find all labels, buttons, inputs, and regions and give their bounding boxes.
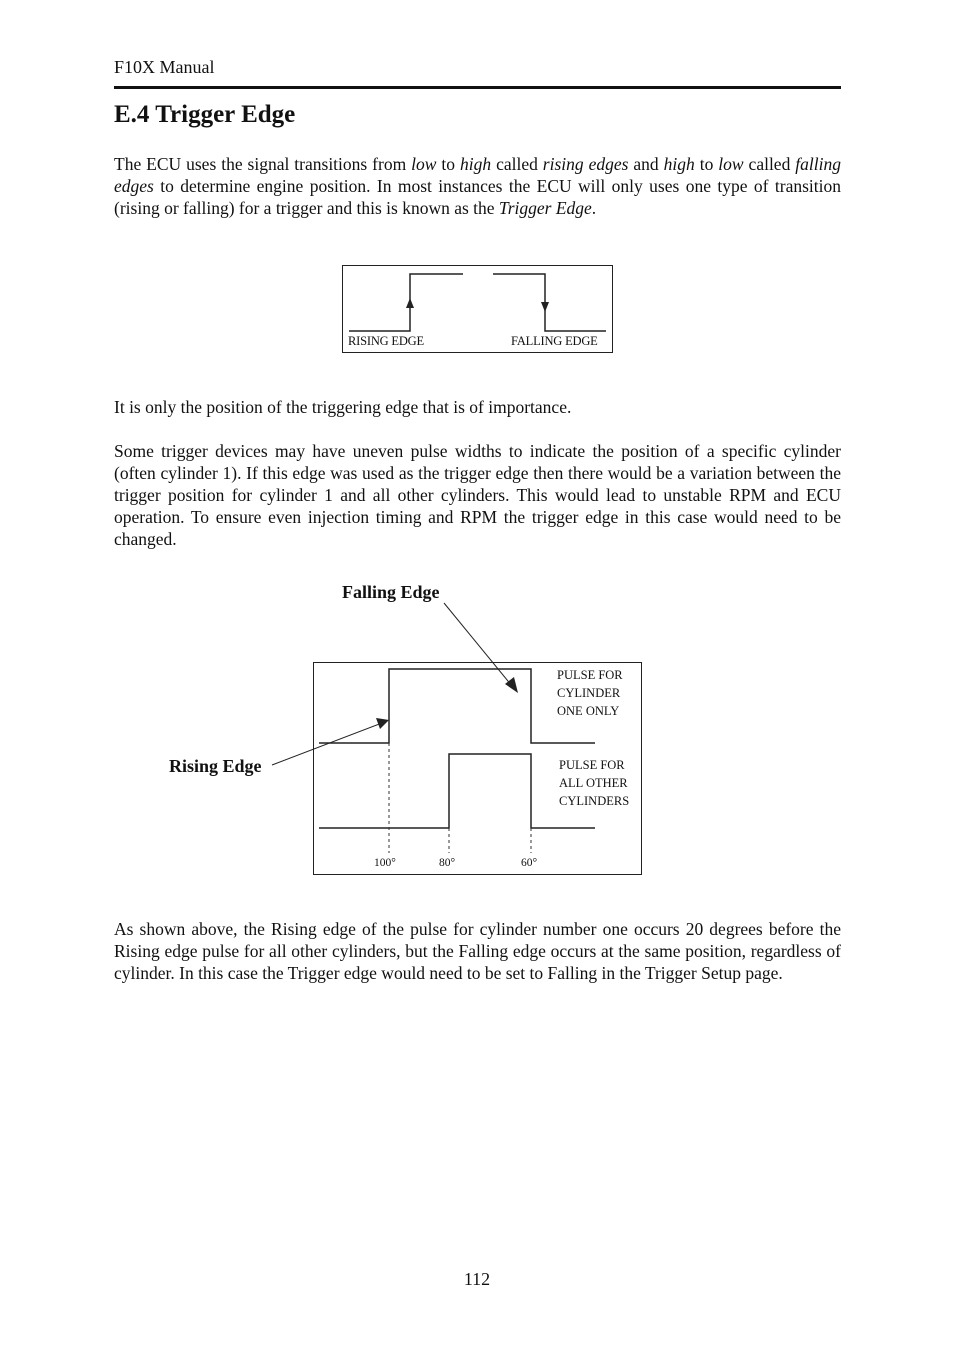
text-run: . <box>591 198 597 218</box>
rising-arrow-icon <box>406 298 414 308</box>
rising-edge-label: RISING EDGE <box>348 334 424 348</box>
emphasis-high: high <box>663 154 695 174</box>
page-number: 112 <box>463 1269 491 1289</box>
emphasis-trigger-edge: Trigger Edge <box>498 198 592 218</box>
text-run: to determine engine position. In most instances the ECU will only uses one type of transition (rising or falling) for a trigger and this is known as the <box>114 176 841 218</box>
emphasis-low: low <box>411 154 437 174</box>
emphasis-falling-edges: falling edges <box>114 154 841 196</box>
text-run: called <box>491 154 543 174</box>
text-run: The ECU uses the signal transitions from <box>114 154 412 174</box>
text-run: to <box>694 154 719 174</box>
tick-80: 80° <box>439 857 456 869</box>
falling-edge-callout: Falling Edge <box>342 582 440 602</box>
conclusion-paragraph: As shown above, the Rising edge of the pulse for cylinder number one occurs 20 degrees before the Rising edge pulse for all other cylinders, but the Falling edge occurs at the same position, regardless of cylinder. In this case the Trigger edge would need to be set to Falling in the Trigger Setup page. <box>114 919 841 983</box>
falling-edge-label: FALLING EDGE <box>511 334 598 348</box>
rising-edge-waveform <box>349 274 463 331</box>
tick-60: 60° <box>521 857 538 869</box>
importance-paragraph: It is only the position of the triggering edge that is of importance. <box>114 397 572 417</box>
header-rule <box>114 86 841 89</box>
falling-edge-waveform <box>493 274 606 331</box>
running-header: F10X Manual <box>114 57 215 77</box>
falling-arrow-icon <box>541 302 549 312</box>
pulse-comparison-figure <box>313 662 642 875</box>
uneven-pulse-paragraph: Some trigger devices may have uneven pulse widths to indicate the position of a specific cylinder (often cylinder 1). If this edge was used as the trigger edge then there would be a variation between the trigger position for cylinder 1 and all other cylinders. This would lead to unstable RPM and ECU operation. To ensure even injection timing and RPM the trigger edge in this case would need to be changed. <box>114 441 841 549</box>
section-title: E.4 Trigger Edge <box>114 101 296 128</box>
cylinder-one-note: PULSE FOR CYLINDER ONE ONLY <box>557 668 623 718</box>
edge-types-figure <box>342 265 613 353</box>
other-cylinders-waveform <box>319 754 595 828</box>
intro-paragraph <box>114 153 841 219</box>
text-run: to <box>436 154 460 174</box>
rising-edge-callout: Rising Edge <box>169 756 262 776</box>
text-run: and <box>628 154 664 174</box>
emphasis-low: low <box>718 154 744 174</box>
text-run: called <box>743 154 796 174</box>
other-cylinders-note: PULSE FOR ALL OTHER CYLINDERS <box>559 758 630 808</box>
emphasis-high: high <box>459 154 492 174</box>
cylinder-one-waveform <box>319 669 595 743</box>
tick-100: 100° <box>374 857 396 869</box>
emphasis-rising-edges: rising edges <box>542 154 629 174</box>
